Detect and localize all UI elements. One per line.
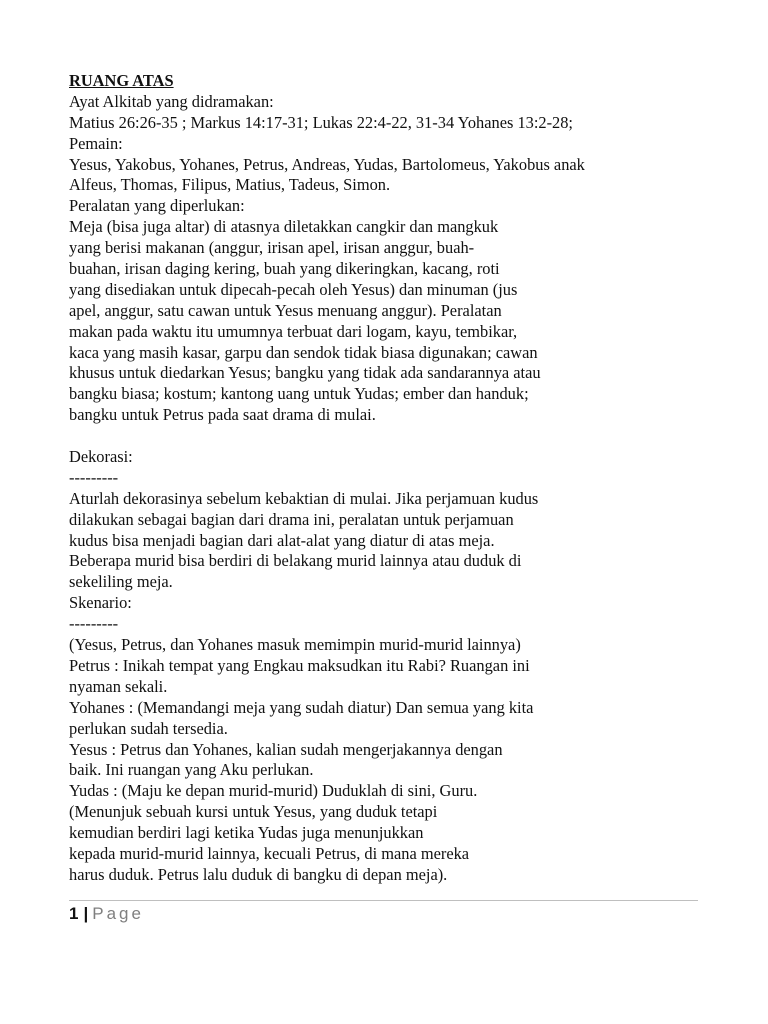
text-line: Peralatan yang diperlukan: <box>69 196 245 216</box>
section-heading: Dekorasi: <box>69 447 133 467</box>
section-divider: --------- <box>69 614 119 634</box>
text-line: Matius 26:26-35 ; Markus 14:17-31; Lukas 22:4-22, 31-34 Yohanes 13:2-28; <box>69 112 573 132</box>
page-footer <box>69 903 144 925</box>
page-separator: | <box>83 904 89 923</box>
text-line: yang disediakan untuk dipecah-pecah oleh Yesus) dan minuman (jus <box>69 279 518 299</box>
text-line: Yudas : (Maju ke depan murid-murid) Duduklah di sini, Guru. <box>69 781 478 801</box>
text-line: kudus bisa menjadi bagian dari alat-alat yang diatur di atas meja. <box>69 530 495 550</box>
text-line: khusus untuk diedarkan Yesus; bangku yang tidak ada sandarannya atau <box>69 363 541 383</box>
text-line: Yohanes : (Memandangi meja yang sudah diatur) Dan semua yang kita <box>69 697 534 717</box>
text-line: yang berisi makanan (anggur, irisan apel, irisan anggur, buah- <box>69 238 475 258</box>
text-line: kepada murid-murid lainnya, kecuali Petrus, di mana mereka <box>69 843 470 863</box>
text-line: makan pada waktu itu umumnya terbuat dari logam, kayu, tembikar, <box>69 321 518 341</box>
text-line: bangku biasa; kostum; kantong uang untuk Yudas; ember dan handuk; <box>69 384 529 404</box>
text-line: baik. Ini ruangan yang Aku perlukan. <box>69 760 314 780</box>
page-number: 1 <box>69 904 79 923</box>
footer-divider <box>69 900 698 901</box>
text-line: Pemain: <box>69 133 123 153</box>
text-line: Alfeus, Thomas, Filipus, Matius, Tadeus, Simon. <box>69 175 391 195</box>
text-line: kaca yang masih kasar, garpu dan sendok tidak biasa digunakan; cawan <box>69 342 538 362</box>
text-line: (Yesus, Petrus, dan Yohanes masuk memimpin murid-murid lainnya) <box>69 635 521 655</box>
document-body <box>69 71 709 886</box>
text-line: kemudian berdiri lagi ketika Yudas juga menunjukkan <box>69 823 424 843</box>
text-line: Yesus : Petrus dan Yohanes, kalian sudah mengerjakannya dengan <box>69 739 503 759</box>
document-title: RUANG ATAS <box>69 71 174 90</box>
text-line: Petrus : Inikah tempat yang Engkau maksudkan itu Rabi? Ruangan ini <box>69 655 530 675</box>
text-line: bangku untuk Petrus pada saat drama di mulai. <box>69 405 376 425</box>
text-line: (Menunjuk sebuah kursi untuk Yesus, yang duduk tetapi <box>69 802 438 822</box>
text-line: sekeliling meja. <box>69 572 173 592</box>
page-label: Page <box>92 904 144 923</box>
section-heading: Skenario: <box>69 593 132 613</box>
text-line: Ayat Alkitab yang didramakan: <box>69 91 274 111</box>
text-line: apel, anggur, satu cawan untuk Yesus menuang anggur). Peralatan <box>69 300 502 320</box>
text-line: Aturlah dekorasinya sebelum kebaktian di mulai. Jika perjamuan kudus <box>69 488 539 508</box>
text-line: Yesus, Yakobus, Yohanes, Petrus, Andreas, Yudas, Bartolomeus, Yakobus anak <box>69 154 585 174</box>
section-divider: --------- <box>69 467 119 487</box>
text-line: perlukan sudah tersedia. <box>69 718 228 738</box>
text-line: nyaman sekali. <box>69 676 168 696</box>
blank-line <box>69 426 709 447</box>
text-line: Beberapa murid bisa berdiri di belakang murid lainnya atau duduk di <box>69 551 522 571</box>
text-line: Meja (bisa juga altar) di atasnya diletakkan cangkir dan mangkuk <box>69 217 499 237</box>
text-line: harus duduk. Petrus lalu duduk di bangku di depan meja). <box>69 864 448 884</box>
text-line: buahan, irisan daging kering, buah yang dikeringkan, kacang, roti <box>69 259 500 279</box>
text-line: dilakukan sebagai bagian dari drama ini, peralatan untuk perjamuan <box>69 509 514 529</box>
